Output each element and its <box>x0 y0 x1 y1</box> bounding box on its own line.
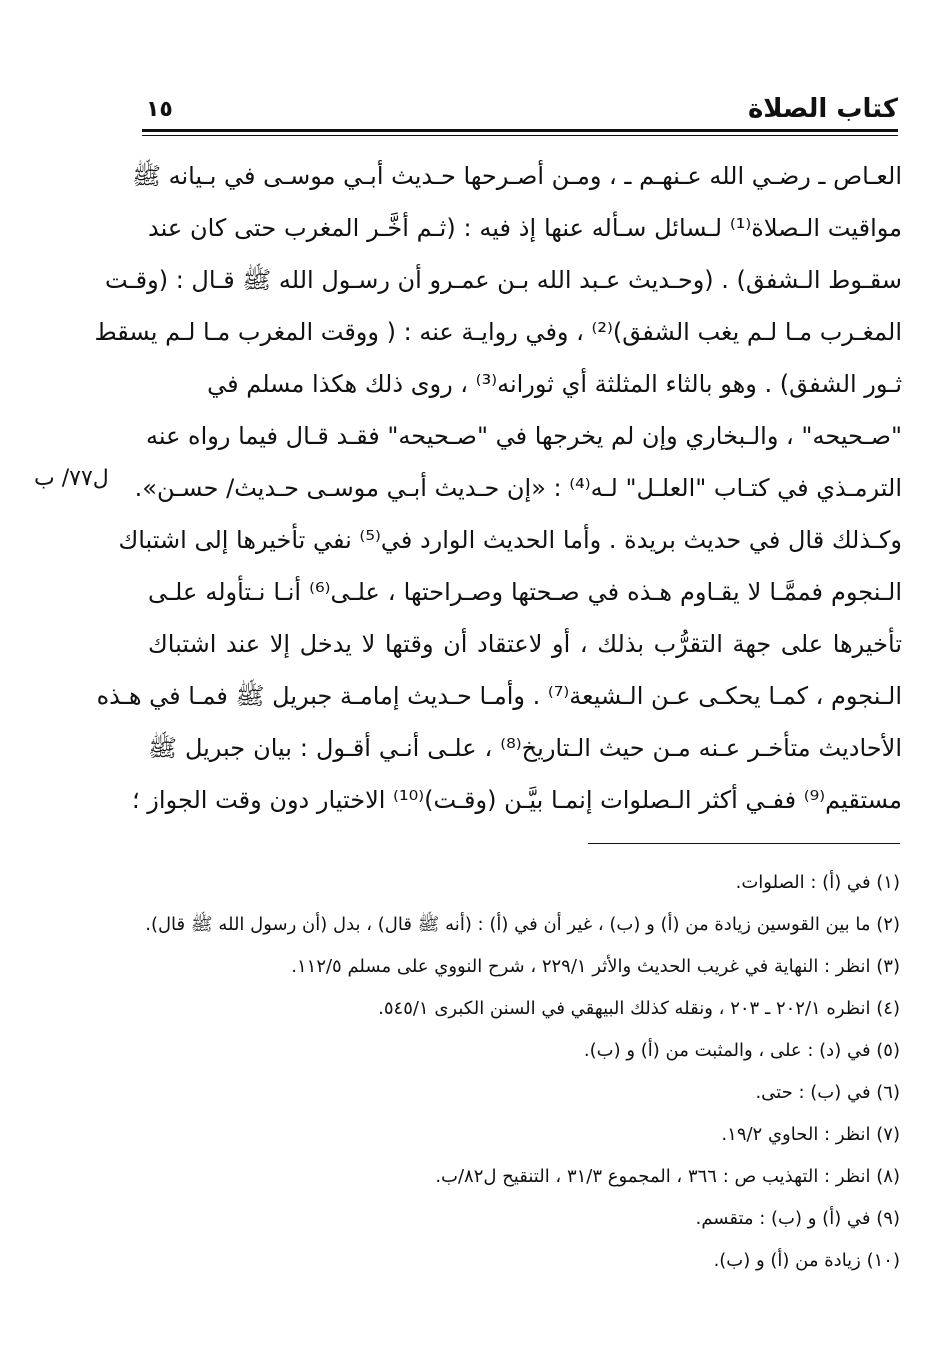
book-title: كتاب الصلاة <box>747 94 898 124</box>
footnote: (٢) ما بين القوسين زيادة من (أ) و (ب) ، غير أن في (أ) : (أنه ﷺ قال) ، بدل (أن رسول الله ﷺ قال). <box>145 914 900 935</box>
footnotes <box>140 862 900 1282</box>
text-line: سقـوط الـشفق) . (وحـديث عـبد الله بـن عمـرو أن رسـول الله ﷺ قـال : (وقـت <box>105 266 902 294</box>
footnote: (٥) في (د) : على ، والمثبت من (أ) و (ب). <box>583 1040 900 1061</box>
footnote: (٨) انظر : التهذيب ص : ٣٦٦ ، المجموع ٣١/٣ ، التنقيح ل٨٢/ب. <box>435 1166 900 1187</box>
text-line: الـنجوم فممَّـا لا يقـاوم هـذه في صـحتها وصـراحتها ، علـى⁽⁶⁾ أنـا نـتأوله علـى <box>148 578 902 606</box>
header-rule-thin <box>142 135 898 136</box>
text-line: "صـحيحه" ، والـبخاري وإن لم يخرجها في "صـحيحه" فقـد قـال فيما رواه عنه <box>146 422 902 450</box>
text-line: الأحاديث متأخـر عـنه مـن حيث الـتاريخ⁽⁸⁾ ، علـى أنـي أقـول : بيان جبريل ﷺ <box>148 734 902 762</box>
footnote: (٩) في (أ) و (ب) : متقسم. <box>695 1208 900 1229</box>
text-line: مواقيت الـصلاة⁽¹⁾ لـسائل سـأله عنها إذ فيه : (ثـم أخَّـر المغرب حتى كان عند <box>148 214 902 242</box>
manuscript-folio-note: ل٧٧/ ب <box>34 466 109 491</box>
footnote: (١) في (أ) : الصلوات. <box>735 872 900 893</box>
footnote: (٤) انظره ٢٠٢/١ ـ ٢٠٣ ، ونقله كذلك البيهقي في السنن الكبرى ٥٤٥/١. <box>378 998 900 1019</box>
text-line: تأخيرها على جهة التقرُّب بذلك ، أو لاعتقاد أن وقتها لا يدخل إلا عند اشتباك <box>148 630 902 658</box>
text-line: الترمـذي في كتـاب "العلـل" لـه⁽⁴⁾ : «إن حـديث أبـي موسـى حـديث/ حسـن». <box>134 474 902 502</box>
text-line: الـنجوم ، كمـا يحكـى عـن الـشيعة⁽⁷⁾ . وأمـا حـديث إمامـة جبريل ﷺ فمـا في هـذه <box>96 682 902 710</box>
footnote: (٧) انظر : الحاوي ١٩/٢. <box>721 1124 900 1145</box>
footnote-separator <box>588 843 900 844</box>
text-line: مستقيم⁽⁹⁾ ففـي أكثر الـصلوات إنمـا بيَّـن (وقـت)⁽¹⁰⁾ الاختيار دون وقت الجواز ؛ <box>132 786 902 814</box>
page-header <box>142 92 898 132</box>
page-number: ١٥ <box>146 97 173 122</box>
footnote: (٣) انظر : النهاية في غريب الحديث والأثر ٢٢٩/١ ، شرح النووي على مسلم ١١٢/٥. <box>291 956 900 977</box>
header-rule <box>142 129 898 132</box>
footnote: (١٠) زيادة من (أ) و (ب). <box>713 1250 900 1271</box>
text-line: ثـور الشفق) . وهو بالثاء المثلثة أي ثورانه⁽³⁾ ، روى ذلك هكذا مسلم في <box>207 370 902 398</box>
text-line: وكـذلك قال في حديث بريدة . وأما الحديث الوارد في⁽⁵⁾ نفي تأخيرها إلى اشتباك <box>118 526 902 554</box>
main-text <box>94 150 902 826</box>
footnote: (٦) في (ب) : حتى. <box>755 1082 900 1103</box>
text-line: العـاص ـ رضـي الله عـنهـم ـ ، ومـن أصـرحها حـديث أبـي موسـى في بـيانه ﷺ <box>131 162 902 190</box>
text-line: المغـرب مـا لـم يغب الشفق)⁽²⁾ ، وفي روايـة عنه : ( ووقت المغرب مـا لـم يسقط <box>94 318 902 346</box>
